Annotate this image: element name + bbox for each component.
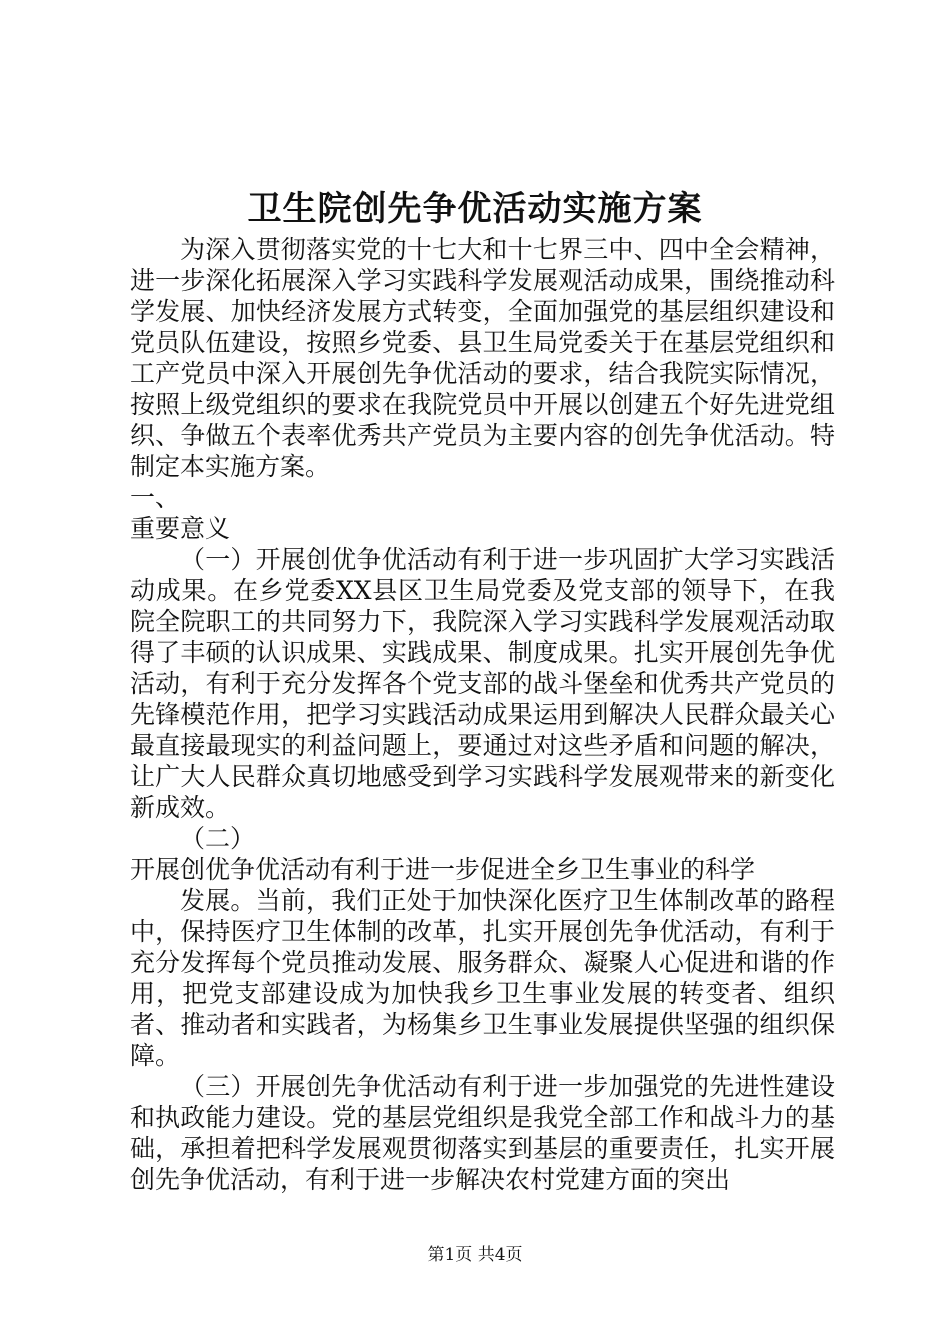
paragraph-intro: 为深入贯彻落实党的十七大和十七界三中、四中全会精神，进一步深化拓展深入学习实践科学发展观活动成果，围绕推动科学发展、加快经济发展方式转变，全面加强党的基层组织建设和党员队伍建设，按照乡党委、县卫生局党委关于在基层党组织和工产党员中深入开展创先争优活动的要求，结合我院实际情况，按照上级党组织的要求在我院党员中开展以创建五个好先进党组织、争做五个表率优秀共产党员为主要内容的创先争优活动。特制定本实施方案。 xyxy=(130,235,835,481)
section-heading: 重要意义 xyxy=(130,514,231,543)
paragraph-item-2: 发展。当前，我们正处于加快深化医疗卫生体制改革的路程中，保持医疗卫生体制的改革，扎实开展创先争优活动，有利于充分发挥每个党员推动发展、服务群众、凝聚人心促进和谐的作用，把党支部建设成为加快我乡卫生事业发展的转变者、组织者、推动者和实践者，为杨集乡卫生事业发展提供坚强的组织保障。 xyxy=(130,886,835,1070)
page-footer: 第1页 共4页 xyxy=(427,1245,523,1265)
item-2-number: （二） xyxy=(180,824,256,853)
item-2-heading: 开展创优争优活动有利于进一步促进全乡卫生事业的科学 xyxy=(130,855,756,884)
paragraph-item-3: （三）开展创先争优活动有利于进一步加强党的先进性建设和执政能力建设。党的基层党组织是我党全部工作和战斗力的基础，承担着把科学发展观贯彻落实到基层的重要责任，扎实开展创先争优活动，有利于进一步解决农村党建方面的突出 xyxy=(130,1072,835,1194)
document-title: 卫生院创先争优活动实施方案 xyxy=(247,189,703,229)
document-body xyxy=(130,234,835,1195)
section-number: 一、 xyxy=(130,483,181,512)
paragraph-item-1: （一）开展创优争优活动有利于进一步巩固扩大学习实践活动成果。在乡党委XX县区卫生局党委及党支部的领导下，在我院全院职工的共同努力下，我院深入学习实践科学发展观活动取得了丰硕的认识成果、实践成果、制度成果。扎实开展创先争优活动，有利于充分发挥各个党支部的战斗堡垒和优秀共产党员的先锋模范作用，把学习实践活动成果运用到解决人民群众最关心最直接最现实的利益问题上，要通过对这些矛盾和问题的解决，让广大人民群众真切地感受到学习实践科学发展观带来的新变化新成效。 xyxy=(130,545,835,822)
